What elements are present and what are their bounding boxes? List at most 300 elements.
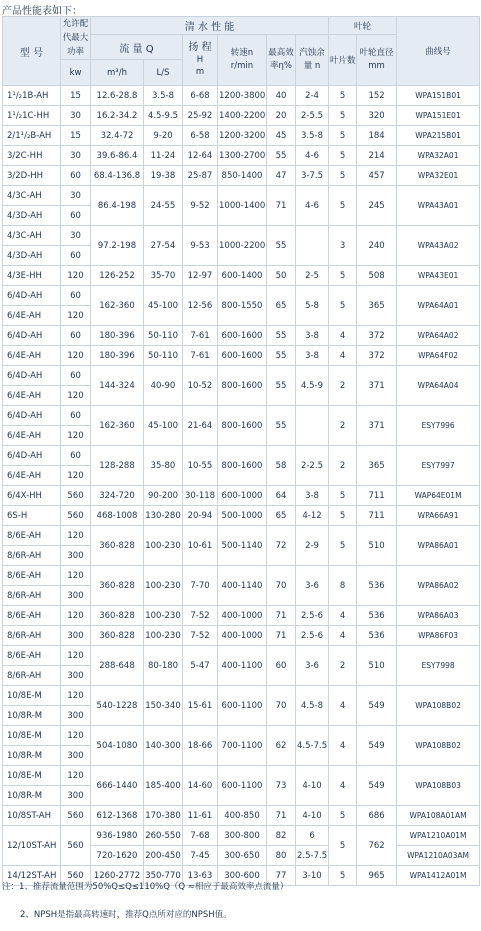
speed-cell: 400-1140 [218, 566, 267, 606]
flow-m3h-cell: 39.6-86.4 [91, 146, 144, 166]
head-cell: 9-52 [183, 186, 218, 226]
power-cell: 300 [61, 786, 91, 806]
blades-cell: 5 [329, 526, 357, 566]
efficiency-cell: 73 [267, 766, 296, 806]
efficiency-cell: 55 [267, 406, 296, 446]
speed-cell: 1300-2700 [218, 146, 267, 166]
npsh-cell: 2-4 [296, 86, 329, 106]
flow-m3h-cell: 468-1008 [91, 506, 144, 526]
header-head-unit: m [195, 67, 205, 77]
speed-cell: 300-600 [218, 866, 267, 886]
power-cell: 300 [61, 586, 91, 606]
diameter-cell: 510 [357, 646, 397, 686]
header-flow: 流 量 Q [91, 35, 183, 60]
page-caption: 产品性能表如下： [2, 6, 82, 17]
npsh-cell: 6 [296, 826, 329, 846]
speed-cell: 800-1600 [218, 406, 267, 446]
flow-ls-cell: 100-230 [144, 526, 183, 566]
speed-cell: 600-1000 [218, 486, 267, 506]
model-cell: 3/2C-HH [3, 146, 61, 166]
blades-cell: 5 [329, 806, 357, 826]
efficiency-cell: 71 [267, 186, 296, 226]
npsh-cell [296, 406, 329, 446]
npsh-cell: 2-9 [296, 526, 329, 566]
table-row [3, 526, 480, 546]
head-cell: 13-63 [183, 866, 218, 886]
table-header [3, 17, 480, 86]
speed-cell: 1200-3200 [218, 126, 267, 146]
flow-ls-cell: 19-38 [144, 166, 183, 186]
model-cell: 6/4D-AH [3, 406, 61, 426]
model-cell: 2/1¹/₂B-AH [3, 126, 61, 146]
efficiency-cell: 40 [267, 86, 296, 106]
diameter-cell: 371 [357, 406, 397, 446]
curve-cell: WAP64E01M [397, 486, 480, 506]
power-cell: 300 [61, 626, 91, 646]
speed-cell: 400-1100 [218, 646, 267, 686]
flow-ls-cell: 11-24 [144, 146, 183, 166]
efficiency-cell: 50 [267, 266, 296, 286]
table-row [3, 126, 480, 146]
head-cell: 12-97 [183, 266, 218, 286]
model-cell: 6/4D-AH [3, 326, 61, 346]
efficiency-cell: 45 [267, 126, 296, 146]
blades-cell: 4 [329, 686, 357, 726]
blades-cell: 5 [329, 866, 357, 886]
flow-ls-cell: 3.5-8 [144, 86, 183, 106]
npsh-cell: 4-12 [296, 506, 329, 526]
header-speed [218, 35, 267, 86]
model-cell: 10/8ST-AH [3, 806, 61, 826]
model-cell: 6/4D-AH [3, 366, 61, 386]
flow-ls-cell: 100-230 [144, 566, 183, 606]
head-cell: 7-70 [183, 566, 218, 606]
npsh-cell: 4.5-7.5 [296, 726, 329, 766]
flow-ls-cell: 140-300 [144, 726, 183, 766]
curve-cell: WPA66A91 [397, 506, 480, 526]
model-cell: 1¹/₂1C-HH [3, 106, 61, 126]
head-cell: 7-61 [183, 326, 218, 346]
diameter-cell: 536 [357, 606, 397, 626]
model-cell: 10/8E-M [3, 686, 61, 706]
flow-m3h-cell: 612-1368 [91, 806, 144, 826]
curve-cell: WPA1412A01M [397, 866, 480, 886]
curve-cell: WPA215B01 [397, 126, 480, 146]
efficiency-cell: 65 [267, 286, 296, 326]
speed-cell: 500-1140 [218, 526, 267, 566]
model-cell: 6/4E-AH [3, 466, 61, 486]
flow-m3h-cell: 97.2-198 [91, 226, 144, 266]
model-cell: 4/3D-AH [3, 246, 61, 266]
curve-cell: WPA86A01 [397, 526, 480, 566]
table-row [3, 566, 480, 586]
power-cell: 120 [61, 466, 91, 486]
head-cell: 15-61 [183, 686, 218, 726]
flow-ls-cell: 90-200 [144, 486, 183, 506]
power-cell: 120 [61, 386, 91, 406]
header-model: 型 号 [3, 17, 61, 86]
head-cell: 14-60 [183, 766, 218, 806]
speed-cell: 1400-2200 [218, 106, 267, 126]
header-efficiency-unit: 率η% [270, 61, 292, 71]
head-cell: 10-61 [183, 526, 218, 566]
model-cell: 12/10ST-AH [3, 826, 61, 866]
flow-m3h-cell: 144-324 [91, 366, 144, 406]
flow-m3h-cell: 162-360 [91, 406, 144, 446]
head-cell: 30-118 [183, 486, 218, 506]
power-cell: 120 [61, 346, 91, 366]
curve-cell: WPA1210A01M [397, 826, 480, 846]
curve-cell: WPA64A02 [397, 326, 480, 346]
head-cell: 20-94 [183, 506, 218, 526]
power-cell: 30 [61, 186, 91, 206]
blades-cell: 5 [329, 286, 357, 326]
blades-cell: 5 [329, 166, 357, 186]
npsh-cell: 2.5-7.5 [296, 846, 329, 866]
efficiency-cell: 82 [267, 826, 296, 846]
flow-m3h-cell: 936-1980 [91, 826, 144, 846]
power-cell: 120 [61, 606, 91, 626]
npsh-cell: 3-8 [296, 486, 329, 506]
model-cell: 10/8R-M [3, 706, 61, 726]
power-cell: 120 [61, 426, 91, 446]
curve-cell: WPA108B03 [397, 766, 480, 806]
flow-ls-cell: 100-230 [144, 626, 183, 646]
diameter-cell: 508 [357, 266, 397, 286]
head-cell: 7-68 [183, 826, 218, 846]
header-npsh-label: 汽蚀余 [299, 48, 325, 58]
table-row [3, 346, 480, 366]
flow-m3h-cell: 360-828 [91, 606, 144, 626]
blades-cell: 3 [329, 226, 357, 266]
diameter-cell: 365 [357, 446, 397, 486]
flow-ls-cell: 100-230 [144, 606, 183, 626]
npsh-cell: 2-2.5 [296, 446, 329, 486]
model-cell: 1¹/₂1B-AH [3, 86, 61, 106]
npsh-cell: 3-8 [296, 326, 329, 346]
flow-ls-cell: 35-80 [144, 446, 183, 486]
npsh-cell: 4-6 [296, 186, 329, 226]
table-row [3, 406, 480, 426]
diameter-cell: 711 [357, 486, 397, 506]
table-row [3, 186, 480, 206]
flow-ls-cell: 35-70 [144, 266, 183, 286]
blades-cell: 4 [329, 346, 357, 366]
curve-cell: WPA86A02 [397, 566, 480, 606]
curve-cell: WPA108A01AM [397, 806, 480, 826]
speed-cell: 1000-2200 [218, 226, 267, 266]
model-cell: 10/8E-M [3, 726, 61, 746]
table-row [3, 506, 480, 526]
table-row [3, 106, 480, 126]
flow-m3h-cell: 288-648 [91, 646, 144, 686]
efficiency-cell: 65 [267, 506, 296, 526]
speed-cell: 800-1550 [218, 286, 267, 326]
diameter-cell: 245 [357, 186, 397, 226]
power-cell: 120 [61, 566, 91, 586]
table-row [3, 146, 480, 166]
efficiency-cell: 55 [267, 346, 296, 366]
efficiency-cell: 77 [267, 866, 296, 886]
header-diameter-label: 叶轮直径 [359, 48, 394, 58]
power-cell: 120 [61, 306, 91, 326]
blades-cell: 2 [329, 366, 357, 406]
head-cell: 7-52 [183, 606, 218, 626]
efficiency-cell: 47 [267, 166, 296, 186]
efficiency-cell: 55 [267, 326, 296, 346]
speed-cell: 850-1400 [218, 166, 267, 186]
power-cell: 560 [61, 826, 91, 866]
flow-m3h-cell: 126-252 [91, 266, 144, 286]
power-cell: 60 [61, 446, 91, 466]
blades-cell: 5 [329, 506, 357, 526]
header-clear-water: 清 水 性 能 [91, 17, 329, 35]
flow-m3h-cell: 12.6-28.8 [91, 86, 144, 106]
model-cell: 6/4E-AH [3, 426, 61, 446]
speed-cell: 600-1100 [218, 766, 267, 806]
power-cell: 120 [61, 526, 91, 546]
blades-cell: 2 [329, 406, 357, 446]
header-curve: 曲线号 [397, 17, 480, 86]
speed-cell: 1200-3800 [218, 86, 267, 106]
npsh-cell: 2.5-6 [296, 626, 329, 646]
head-cell: 7-52 [183, 626, 218, 646]
table-row [3, 266, 480, 286]
power-cell: 300 [61, 666, 91, 686]
flow-ls-cell: 45-100 [144, 406, 183, 446]
table-row [3, 806, 480, 826]
model-cell: 4/3D-AH [3, 206, 61, 226]
diameter-cell: 536 [357, 566, 397, 606]
speed-cell: 1000-1400 [218, 186, 267, 226]
efficiency-cell: 71 [267, 626, 296, 646]
curve-cell: WPA86F03 [397, 626, 480, 646]
model-cell: 8/6E-AH [3, 526, 61, 546]
table-row [3, 166, 480, 186]
diameter-cell: 371 [357, 366, 397, 406]
flow-ls-cell: 40-90 [144, 366, 183, 406]
flow-m3h-cell: 360-828 [91, 566, 144, 606]
performance-table [2, 16, 480, 886]
power-cell: 560 [61, 486, 91, 506]
blades-cell: 5 [329, 86, 357, 106]
blades-cell: 4 [329, 766, 357, 806]
table-body [3, 86, 480, 886]
power-cell: 60 [61, 366, 91, 386]
efficiency-cell: 55 [267, 146, 296, 166]
header-npsh [296, 35, 329, 86]
speed-cell: 400-1000 [218, 606, 267, 626]
header-head-label: 扬 程 [188, 42, 212, 53]
header-diameter-unit: mm [368, 61, 385, 71]
note-1: 注：1、推荐流量范围为50%Q≤Q≤110%Q（Q ≈相应于最高效率点流量） [2, 882, 289, 892]
power-cell: 60 [61, 406, 91, 426]
diameter-cell: 214 [357, 146, 397, 166]
flow-ls-cell: 45-100 [144, 286, 183, 326]
speed-cell: 400-1000 [218, 626, 267, 646]
flow-m3h-cell: 720-1620 [91, 846, 144, 866]
model-cell: 10/8R-M [3, 786, 61, 806]
model-cell: 3/2D-HH [3, 166, 61, 186]
power-cell: 15 [61, 86, 91, 106]
head-cell: 5-47 [183, 646, 218, 686]
flow-m3h-cell: 86.4-198 [91, 186, 144, 226]
head-cell: 18-66 [183, 726, 218, 766]
power-cell: 15 [61, 126, 91, 146]
table-row [3, 626, 480, 646]
power-cell: 560 [61, 806, 91, 826]
efficiency-cell: 55 [267, 366, 296, 406]
header-impeller: 叶轮 [329, 17, 397, 35]
diameter-cell: 365 [357, 286, 397, 326]
flow-m3h-cell: 1260-2772 [91, 866, 144, 886]
npsh-cell [296, 226, 329, 266]
model-cell: 8/6R-AH [3, 666, 61, 686]
blades-cell: 2 [329, 646, 357, 686]
head-cell: 25-87 [183, 166, 218, 186]
header-flow-m3h: m³/h [91, 60, 144, 86]
flow-ls-cell: 260-550 [144, 826, 183, 846]
power-cell: 300 [61, 746, 91, 766]
diameter-cell: 240 [357, 226, 397, 266]
model-cell: 8/6E-AH [3, 606, 61, 626]
flow-m3h-cell: 504-1080 [91, 726, 144, 766]
header-power-unit: kw [61, 60, 91, 86]
model-cell: 4/3E-HH [3, 266, 61, 286]
flow-ls-cell: 80-180 [144, 646, 183, 686]
blades-cell: 5 [329, 146, 357, 166]
model-cell: 4/3C-AH [3, 186, 61, 206]
head-cell: 7-45 [183, 846, 218, 866]
diameter-cell: 549 [357, 766, 397, 806]
head-cell: 12-64 [183, 146, 218, 166]
power-cell: 120 [61, 766, 91, 786]
diameter-cell: 152 [357, 86, 397, 106]
table-row [3, 766, 480, 786]
table-row [3, 646, 480, 666]
flow-ls-cell: 50-110 [144, 346, 183, 366]
efficiency-cell: 60 [267, 646, 296, 686]
power-cell: 300 [61, 706, 91, 726]
blades-cell: 5 [329, 486, 357, 506]
model-cell: 8/6E-AH [3, 646, 61, 666]
curve-cell: WPA64F02 [397, 346, 480, 366]
model-cell: 8/6R-AH [3, 546, 61, 566]
speed-cell: 800-1600 [218, 446, 267, 486]
note-2: 2、NPSH是指最高转速时，推荐Q点所对应的NPSH值。 [20, 910, 232, 920]
curve-cell: WPA32E01 [397, 166, 480, 186]
npsh-cell: 3-6 [296, 566, 329, 606]
diameter-cell: 549 [357, 726, 397, 766]
curve-cell: WPA64A04 [397, 366, 480, 406]
blades-cell: 2 [329, 446, 357, 486]
power-cell: 120 [61, 686, 91, 706]
header-npsh-unit: 量 n [303, 61, 321, 71]
header-power: 允许配代最大功率 [61, 17, 91, 60]
power-cell: 30 [61, 106, 91, 126]
npsh-cell: 3-6 [296, 646, 329, 686]
head-cell: 6-68 [183, 86, 218, 106]
npsh-cell: 2.5-6 [296, 606, 329, 626]
flow-m3h-cell: 68.4-136.8 [91, 166, 144, 186]
flow-m3h-cell: 180-396 [91, 346, 144, 366]
power-cell: 120 [61, 266, 91, 286]
table-row [3, 726, 480, 746]
model-cell: 14/12ST-AH [3, 866, 61, 886]
power-cell: 560 [61, 506, 91, 526]
table-row [3, 606, 480, 626]
efficiency-cell: 64 [267, 486, 296, 506]
flow-ls-cell: 350-770 [144, 866, 183, 886]
power-cell: 60 [61, 286, 91, 306]
blades-cell: 5 [329, 126, 357, 146]
curve-cell: WPA1210A03AM [397, 846, 480, 866]
curve-cell: WPA43A01 [397, 186, 480, 226]
table-row [3, 826, 480, 846]
flow-ls-cell: 170-380 [144, 806, 183, 826]
model-cell: 6/4D-AH [3, 446, 61, 466]
diameter-cell: 320 [357, 106, 397, 126]
blades-cell: 4 [329, 606, 357, 626]
speed-cell: 300-650 [218, 846, 267, 866]
flow-m3h-cell: 666-1440 [91, 766, 144, 806]
model-cell: 10/8E-M [3, 766, 61, 786]
speed-cell: 800-1600 [218, 366, 267, 406]
curve-cell: WPA151E01 [397, 106, 480, 126]
table-row [3, 86, 480, 106]
model-cell: 4/3C-AH [3, 226, 61, 246]
speed-cell: 600-1600 [218, 326, 267, 346]
head-cell: 6-58 [183, 126, 218, 146]
flow-ls-cell: 130-280 [144, 506, 183, 526]
efficiency-cell: 80 [267, 846, 296, 866]
efficiency-cell: 58 [267, 446, 296, 486]
blades-cell: 5 [329, 186, 357, 226]
blades-cell: 5 [329, 826, 357, 866]
speed-cell: 500-1000 [218, 506, 267, 526]
model-cell: 8/6R-AH [3, 586, 61, 606]
curve-cell: WPA43A02 [397, 226, 480, 266]
flow-ls-cell: 185-400 [144, 766, 183, 806]
curve-cell: WPA108B02 [397, 726, 480, 766]
speed-cell: 400-850 [218, 806, 267, 826]
speed-cell: 700-1100 [218, 726, 267, 766]
table-row [3, 446, 480, 466]
npsh-cell: 4.5-9 [296, 366, 329, 406]
table-row [3, 366, 480, 386]
speed-cell: 600-1400 [218, 266, 267, 286]
header-flow-ls: L/S [144, 60, 183, 86]
model-cell: 8/6R-AH [3, 626, 61, 646]
head-cell: 10-52 [183, 366, 218, 406]
power-cell: 120 [61, 646, 91, 666]
power-cell: 60 [61, 206, 91, 226]
model-cell: 6/4E-AH [3, 346, 61, 366]
table-row [3, 686, 480, 706]
flow-m3h-cell: 324-720 [91, 486, 144, 506]
header-efficiency-label: 最高效 [268, 48, 294, 58]
flow-m3h-cell: 360-828 [91, 626, 144, 646]
diameter-cell: 549 [357, 686, 397, 726]
curve-cell: WPA108B02 [397, 686, 480, 726]
model-cell: 8/6E-AH [3, 566, 61, 586]
diameter-cell: 372 [357, 326, 397, 346]
npsh-cell: 2-5.5 [296, 106, 329, 126]
flow-ls-cell: 50-110 [144, 326, 183, 346]
efficiency-cell: 62 [267, 726, 296, 766]
model-cell: 6/4D-AH [3, 286, 61, 306]
flow-m3h-cell: 16.2-34.2 [91, 106, 144, 126]
